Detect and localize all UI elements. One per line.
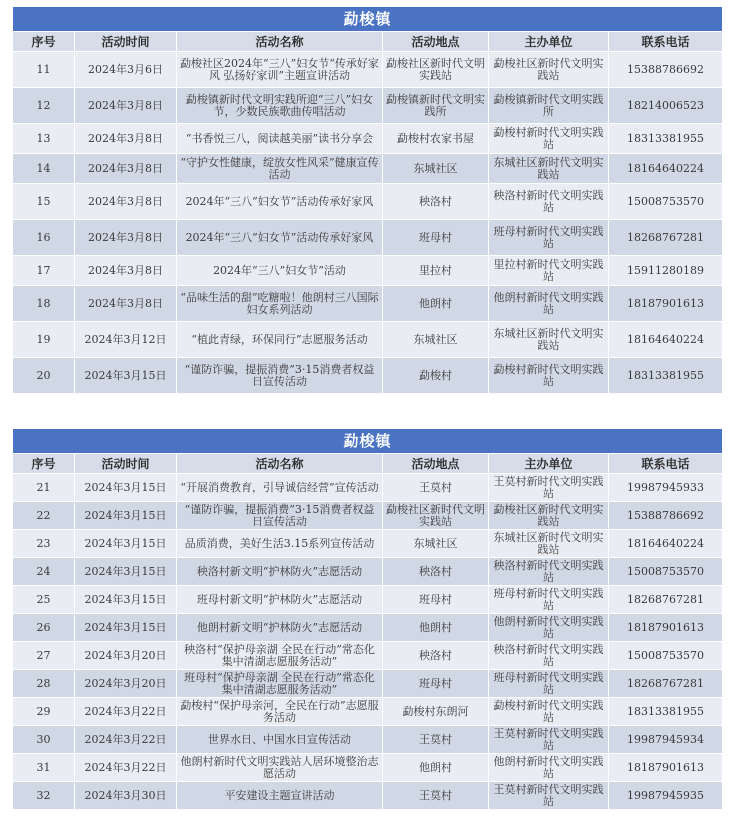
table-header-row [13, 32, 723, 52]
activity-name-header: 活动名称 [177, 32, 383, 52]
serial-cell: 23 [13, 530, 75, 558]
organizer-cell: 他朗村新时代文明实践站 [489, 286, 609, 322]
table-row [13, 614, 723, 642]
date-cell: 2024年3月22日 [75, 726, 177, 754]
date-cell: 2024年3月6日 [75, 52, 177, 88]
table-row [13, 502, 723, 530]
location-cell: 勐梭村 [383, 358, 489, 394]
date-cell: 2024年3月20日 [75, 670, 177, 698]
table-row [13, 256, 723, 286]
phone-header: 联系电话 [609, 454, 723, 474]
phone-header: 联系电话 [609, 32, 723, 52]
organizer-cell: 东城社区新时代文明实践站 [489, 322, 609, 358]
table-title-row [13, 429, 723, 454]
phone-cell: 15008753570 [609, 642, 723, 670]
phone-cell: 18187901613 [609, 614, 723, 642]
date-cell: 2024年3月15日 [75, 558, 177, 586]
date-cell: 2024年3月8日 [75, 124, 177, 154]
location-cell: 东城社区 [383, 154, 489, 184]
table-row [13, 754, 723, 782]
location-header: 活动地点 [383, 32, 489, 52]
phone-cell: 15388786692 [609, 52, 723, 88]
table-row [13, 358, 723, 394]
phone-cell: 19987945934 [609, 726, 723, 754]
activity-name-cell: “谨防诈骗，提振消费”3·15消费者权益日宣传活动 [177, 358, 383, 394]
phone-cell: 15388786692 [609, 502, 723, 530]
serial-header: 序号 [13, 454, 75, 474]
date-cell: 2024年3月8日 [75, 286, 177, 322]
date-cell: 2024年3月30日 [75, 782, 177, 810]
phone-cell: 18164640224 [609, 322, 723, 358]
phone-cell: 18187901613 [609, 754, 723, 782]
phone-cell: 18164640224 [609, 154, 723, 184]
location-cell: 秧洛村 [383, 558, 489, 586]
organizer-cell: 班母村新时代文明实践站 [489, 670, 609, 698]
organizer-cell: 勐梭村新时代文明实践站 [489, 358, 609, 394]
activity-name-cell: 平安建设主题宣讲活动 [177, 782, 383, 810]
table-title: 勐梭镇 [13, 7, 723, 32]
serial-cell: 12 [13, 88, 75, 124]
table-row [13, 52, 723, 88]
serial-cell: 24 [13, 558, 75, 586]
activity-name-cell: 勐梭社区2024年“三八”妇女节“传承好家风 弘扬好家训”主题宣讲活动 [177, 52, 383, 88]
location-header: 活动地点 [383, 454, 489, 474]
activity-name-cell: “植此青绿，环保同行”志愿服务活动 [177, 322, 383, 358]
serial-cell: 13 [13, 124, 75, 154]
table-row [13, 586, 723, 614]
location-cell: 秧洛村 [383, 184, 489, 220]
serial-cell: 32 [13, 782, 75, 810]
organizer-cell: 王莫村新时代文明实践站 [489, 726, 609, 754]
phone-cell: 19987945935 [609, 782, 723, 810]
phone-cell: 18214006523 [609, 88, 723, 124]
table-header-row [13, 454, 723, 474]
table-row [13, 558, 723, 586]
table-row [13, 530, 723, 558]
table-row [13, 286, 723, 322]
activity-name-cell: “书香悦三八，阅读越美丽”读书分享会 [177, 124, 383, 154]
activity-name-cell: 品质消费，美好生活3.15系列宣传活动 [177, 530, 383, 558]
serial-cell: 11 [13, 52, 75, 88]
serial-cell: 30 [13, 726, 75, 754]
organizer-cell: 班母村新时代文明实践站 [489, 220, 609, 256]
organizer-cell: 秧洛村新时代文明实践站 [489, 558, 609, 586]
location-cell: 勐梭社区新时代文明实践站 [383, 502, 489, 530]
phone-cell: 18268767281 [609, 670, 723, 698]
date-cell: 2024年3月12日 [75, 322, 177, 358]
date-cell: 2024年3月8日 [75, 184, 177, 220]
phone-cell: 18268767281 [609, 586, 723, 614]
serial-cell: 29 [13, 698, 75, 726]
phone-cell: 18313381955 [609, 358, 723, 394]
organizer-cell: 里拉村新时代文明实践站 [489, 256, 609, 286]
serial-cell: 20 [13, 358, 75, 394]
date-cell: 2024年3月15日 [75, 614, 177, 642]
phone-cell: 18164640224 [609, 530, 723, 558]
location-cell: 他朗村 [383, 614, 489, 642]
serial-cell: 26 [13, 614, 75, 642]
phone-cell: 18313381955 [609, 124, 723, 154]
activity-name-cell: 班母村“保护母亲湖 全民在行动”常态化集中清湖志愿服务活动” [177, 670, 383, 698]
table-title-row [13, 7, 723, 32]
location-cell: 勐梭镇新时代文明实践所 [383, 88, 489, 124]
serial-header: 序号 [13, 32, 75, 52]
serial-cell: 14 [13, 154, 75, 184]
activity-name-cell: 2024年“三八”妇女节”活动 [177, 256, 383, 286]
serial-cell: 22 [13, 502, 75, 530]
serial-cell: 18 [13, 286, 75, 322]
location-cell: 东城社区 [383, 322, 489, 358]
location-cell: 班母村 [383, 586, 489, 614]
serial-cell: 21 [13, 474, 75, 502]
table-row [13, 782, 723, 810]
table-row [13, 642, 723, 670]
date-cell: 2024年3月8日 [75, 256, 177, 286]
table-row [13, 474, 723, 502]
organizer-cell: 王莫村新时代文明实践站 [489, 474, 609, 502]
table-row [13, 322, 723, 358]
date-cell: 2024年3月22日 [75, 698, 177, 726]
location-cell: 班母村 [383, 670, 489, 698]
date-cell: 2024年3月15日 [75, 530, 177, 558]
table-row [13, 124, 723, 154]
activity-name-cell: 秧洛村新文明“护林防火”志愿活动 [177, 558, 383, 586]
organizer-cell: 东城社区新时代文明实践站 [489, 154, 609, 184]
location-cell: 班母村 [383, 220, 489, 256]
activity-name-cell: 2024年“三八”妇女节”活动传承好家风 [177, 220, 383, 256]
date-cell: 2024年3月15日 [75, 474, 177, 502]
activity-table-2 [12, 428, 723, 810]
organizer-cell: 勐梭村新时代文明实践站 [489, 698, 609, 726]
activity-name-cell: “守护女性健康，绽放女性风采”健康宣传活动 [177, 154, 383, 184]
location-cell: 秧洛村 [383, 642, 489, 670]
location-cell: 他朗村 [383, 754, 489, 782]
table-row [13, 220, 723, 256]
location-cell: 王莫村 [383, 726, 489, 754]
table-row [13, 698, 723, 726]
date-cell: 2024年3月8日 [75, 88, 177, 124]
phone-cell: 19987945933 [609, 474, 723, 502]
organizer-cell: 王莫村新时代文明实践站 [489, 782, 609, 810]
date-cell: 2024年3月15日 [75, 358, 177, 394]
serial-cell: 19 [13, 322, 75, 358]
date-header: 活动时间 [75, 32, 177, 52]
activity-name-cell: 秧洛村“保护母亲湖 全民在行动”常态化集中清湖志愿服务活动” [177, 642, 383, 670]
organizer-cell: 勐梭村新时代文明实践站 [489, 124, 609, 154]
location-cell: 王莫村 [383, 474, 489, 502]
organizer-cell: 秧洛村新时代文明实践站 [489, 184, 609, 220]
table-row [13, 154, 723, 184]
table-row [13, 88, 723, 124]
date-cell: 2024年3月20日 [75, 642, 177, 670]
location-cell: 勐梭社区新时代文明实践站 [383, 52, 489, 88]
location-cell: 勐梭村农家书屋 [383, 124, 489, 154]
serial-cell: 28 [13, 670, 75, 698]
activity-name-cell: 他朗村新文明“护林防火”志愿活动 [177, 614, 383, 642]
activity-name-cell: 世界水日、中国水日宣传活动 [177, 726, 383, 754]
organizer-header: 主办单位 [489, 454, 609, 474]
activity-name-header: 活动名称 [177, 454, 383, 474]
phone-cell: 15911280189 [609, 256, 723, 286]
date-cell: 2024年3月15日 [75, 586, 177, 614]
activity-table-1 [12, 6, 723, 394]
phone-cell: 15008753570 [609, 184, 723, 220]
activity-name-cell: “开展消费教育，引导诚信经营”宣传活动 [177, 474, 383, 502]
organizer-header: 主办单位 [489, 32, 609, 52]
activity-name-cell: “谨防诈骗，提振消费”3·15消费者权益日宣传活动 [177, 502, 383, 530]
table-title: 勐梭镇 [13, 429, 723, 454]
location-cell: 东城社区 [383, 530, 489, 558]
table-row [13, 184, 723, 220]
organizer-cell: 勐梭镇新时代文明实践所 [489, 88, 609, 124]
serial-cell: 25 [13, 586, 75, 614]
activity-name-cell: 2024年“三八”妇女节”活动传承好家风 [177, 184, 383, 220]
organizer-cell: 他朗村新时代文明实践站 [489, 754, 609, 782]
serial-cell: 15 [13, 184, 75, 220]
serial-cell: 27 [13, 642, 75, 670]
activity-name-cell: 勐梭镇新时代文明实践所迎“三八”妇女节，少数民族歌曲传唱活动 [177, 88, 383, 124]
phone-cell: 18313381955 [609, 698, 723, 726]
serial-cell: 31 [13, 754, 75, 782]
location-cell: 王莫村 [383, 782, 489, 810]
date-header: 活动时间 [75, 454, 177, 474]
date-cell: 2024年3月8日 [75, 154, 177, 184]
location-cell: 他朗村 [383, 286, 489, 322]
organizer-cell: 班母村新时代文明实践站 [489, 586, 609, 614]
serial-cell: 16 [13, 220, 75, 256]
organizer-cell: 东城社区新时代文明实践站 [489, 530, 609, 558]
organizer-cell: 他朗村新时代文明实践站 [489, 614, 609, 642]
phone-cell: 18187901613 [609, 286, 723, 322]
organizer-cell: 勐梭社区新时代文明实践站 [489, 52, 609, 88]
organizer-cell: 秧洛村新时代文明实践站 [489, 642, 609, 670]
serial-cell: 17 [13, 256, 75, 286]
table-row [13, 670, 723, 698]
activity-name-cell: 班母村新文明“护林防火”志愿活动 [177, 586, 383, 614]
location-cell: 勐梭村东朗河 [383, 698, 489, 726]
date-cell: 2024年3月8日 [75, 220, 177, 256]
organizer-cell: 勐梭社区新时代文明实践站 [489, 502, 609, 530]
table-row [13, 726, 723, 754]
activity-name-cell: “品味生活的甜”吃糖啦！他朗村三八国际妇女系列活动 [177, 286, 383, 322]
location-cell: 里拉村 [383, 256, 489, 286]
phone-cell: 15008753570 [609, 558, 723, 586]
activity-name-cell: 勐梭村“保护母亲河，全民在行动”志愿服务活动 [177, 698, 383, 726]
phone-cell: 18268767281 [609, 220, 723, 256]
activity-name-cell: 他朗村新时代文明实践站人居环境整治志愿活动 [177, 754, 383, 782]
date-cell: 2024年3月15日 [75, 502, 177, 530]
date-cell: 2024年3月22日 [75, 754, 177, 782]
